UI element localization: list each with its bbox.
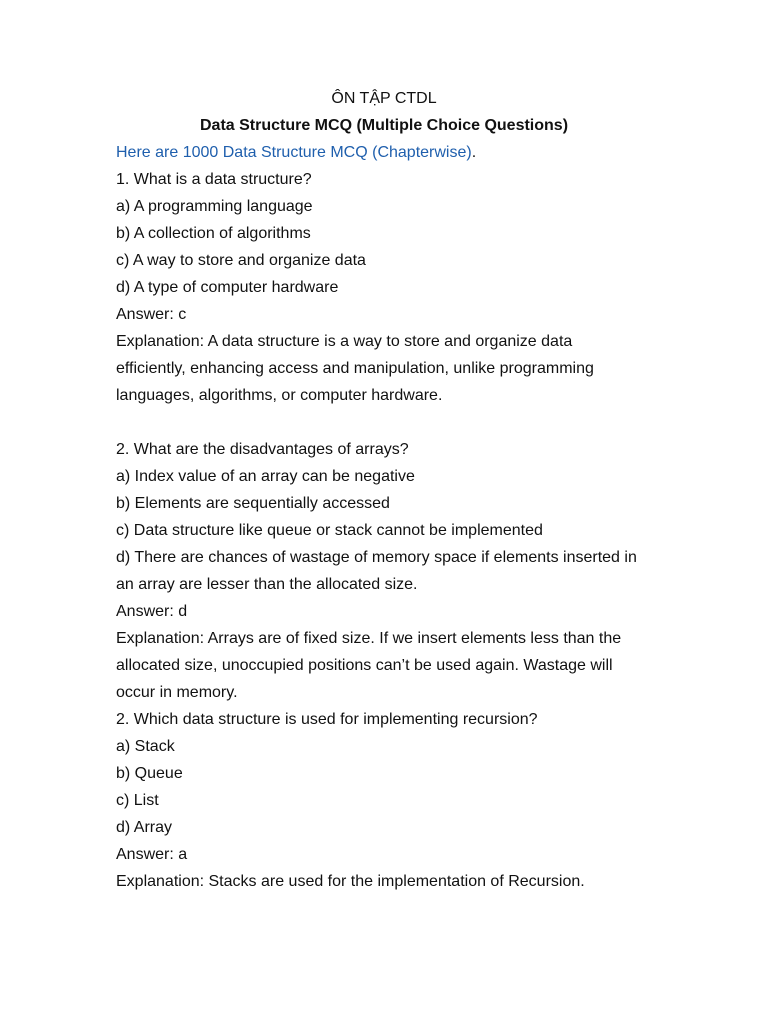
intro-line	[116, 139, 656, 166]
question-block-1	[116, 166, 656, 409]
answer-text: Answer: a	[116, 846, 188, 863]
option-d: d) There are chances of wastage of memory space if elements inserted in an array are lesser than the allocated size.	[116, 549, 637, 593]
intro-link[interactable]: Here are 1000 Data Structure MCQ (Chapterwise)	[116, 144, 472, 161]
option-b: b) Queue	[116, 765, 183, 782]
document-page	[116, 85, 656, 895]
option-b: b) A collection of algorithms	[116, 225, 311, 242]
option-c: c) List	[116, 792, 159, 809]
doc-title: Data Structure MCQ (Multiple Choice Questions)	[199, 117, 569, 134]
question-block-3	[116, 706, 656, 895]
explanation-text: Explanation: A data structure is a way to store and organize data efficiently, enhancing access and manipulation, unlike programming languages, algorithms, or computer hardware.	[116, 333, 594, 404]
answer-text: Answer: d	[116, 603, 188, 620]
option-a: a) Index value of an array can be negative	[116, 468, 415, 485]
option-c: c) Data structure like queue or stack cannot be implemented	[116, 522, 543, 539]
blank-line	[116, 409, 656, 436]
question-text: 2. Which data structure is used for implementing recursion?	[116, 711, 538, 728]
option-a: a) Stack	[116, 738, 175, 755]
option-d: d) Array	[116, 819, 173, 836]
option-b: b) Elements are sequentially accessed	[116, 495, 390, 512]
option-d: d) A type of computer hardware	[116, 279, 339, 296]
answer-text: Answer: c	[116, 306, 187, 323]
option-a: a) A programming language	[116, 198, 313, 215]
explanation-text: Explanation: Stacks are used for the implementation of Recursion.	[116, 873, 585, 890]
intro-period: .	[471, 144, 477, 161]
question-block-2	[116, 436, 656, 706]
explanation-text: Explanation: Arrays are of fixed size. If we insert elements less than the allocated size, unoccupied positions can’t be used again. Wastage will occur in memory.	[116, 630, 622, 701]
doc-heading: ÔN TẬP CTDL	[331, 90, 437, 107]
question-text: 1. What is a data structure?	[116, 171, 312, 188]
question-text: 2. What are the disadvantages of arrays?	[116, 441, 409, 458]
option-c: c) A way to store and organize data	[116, 252, 366, 269]
